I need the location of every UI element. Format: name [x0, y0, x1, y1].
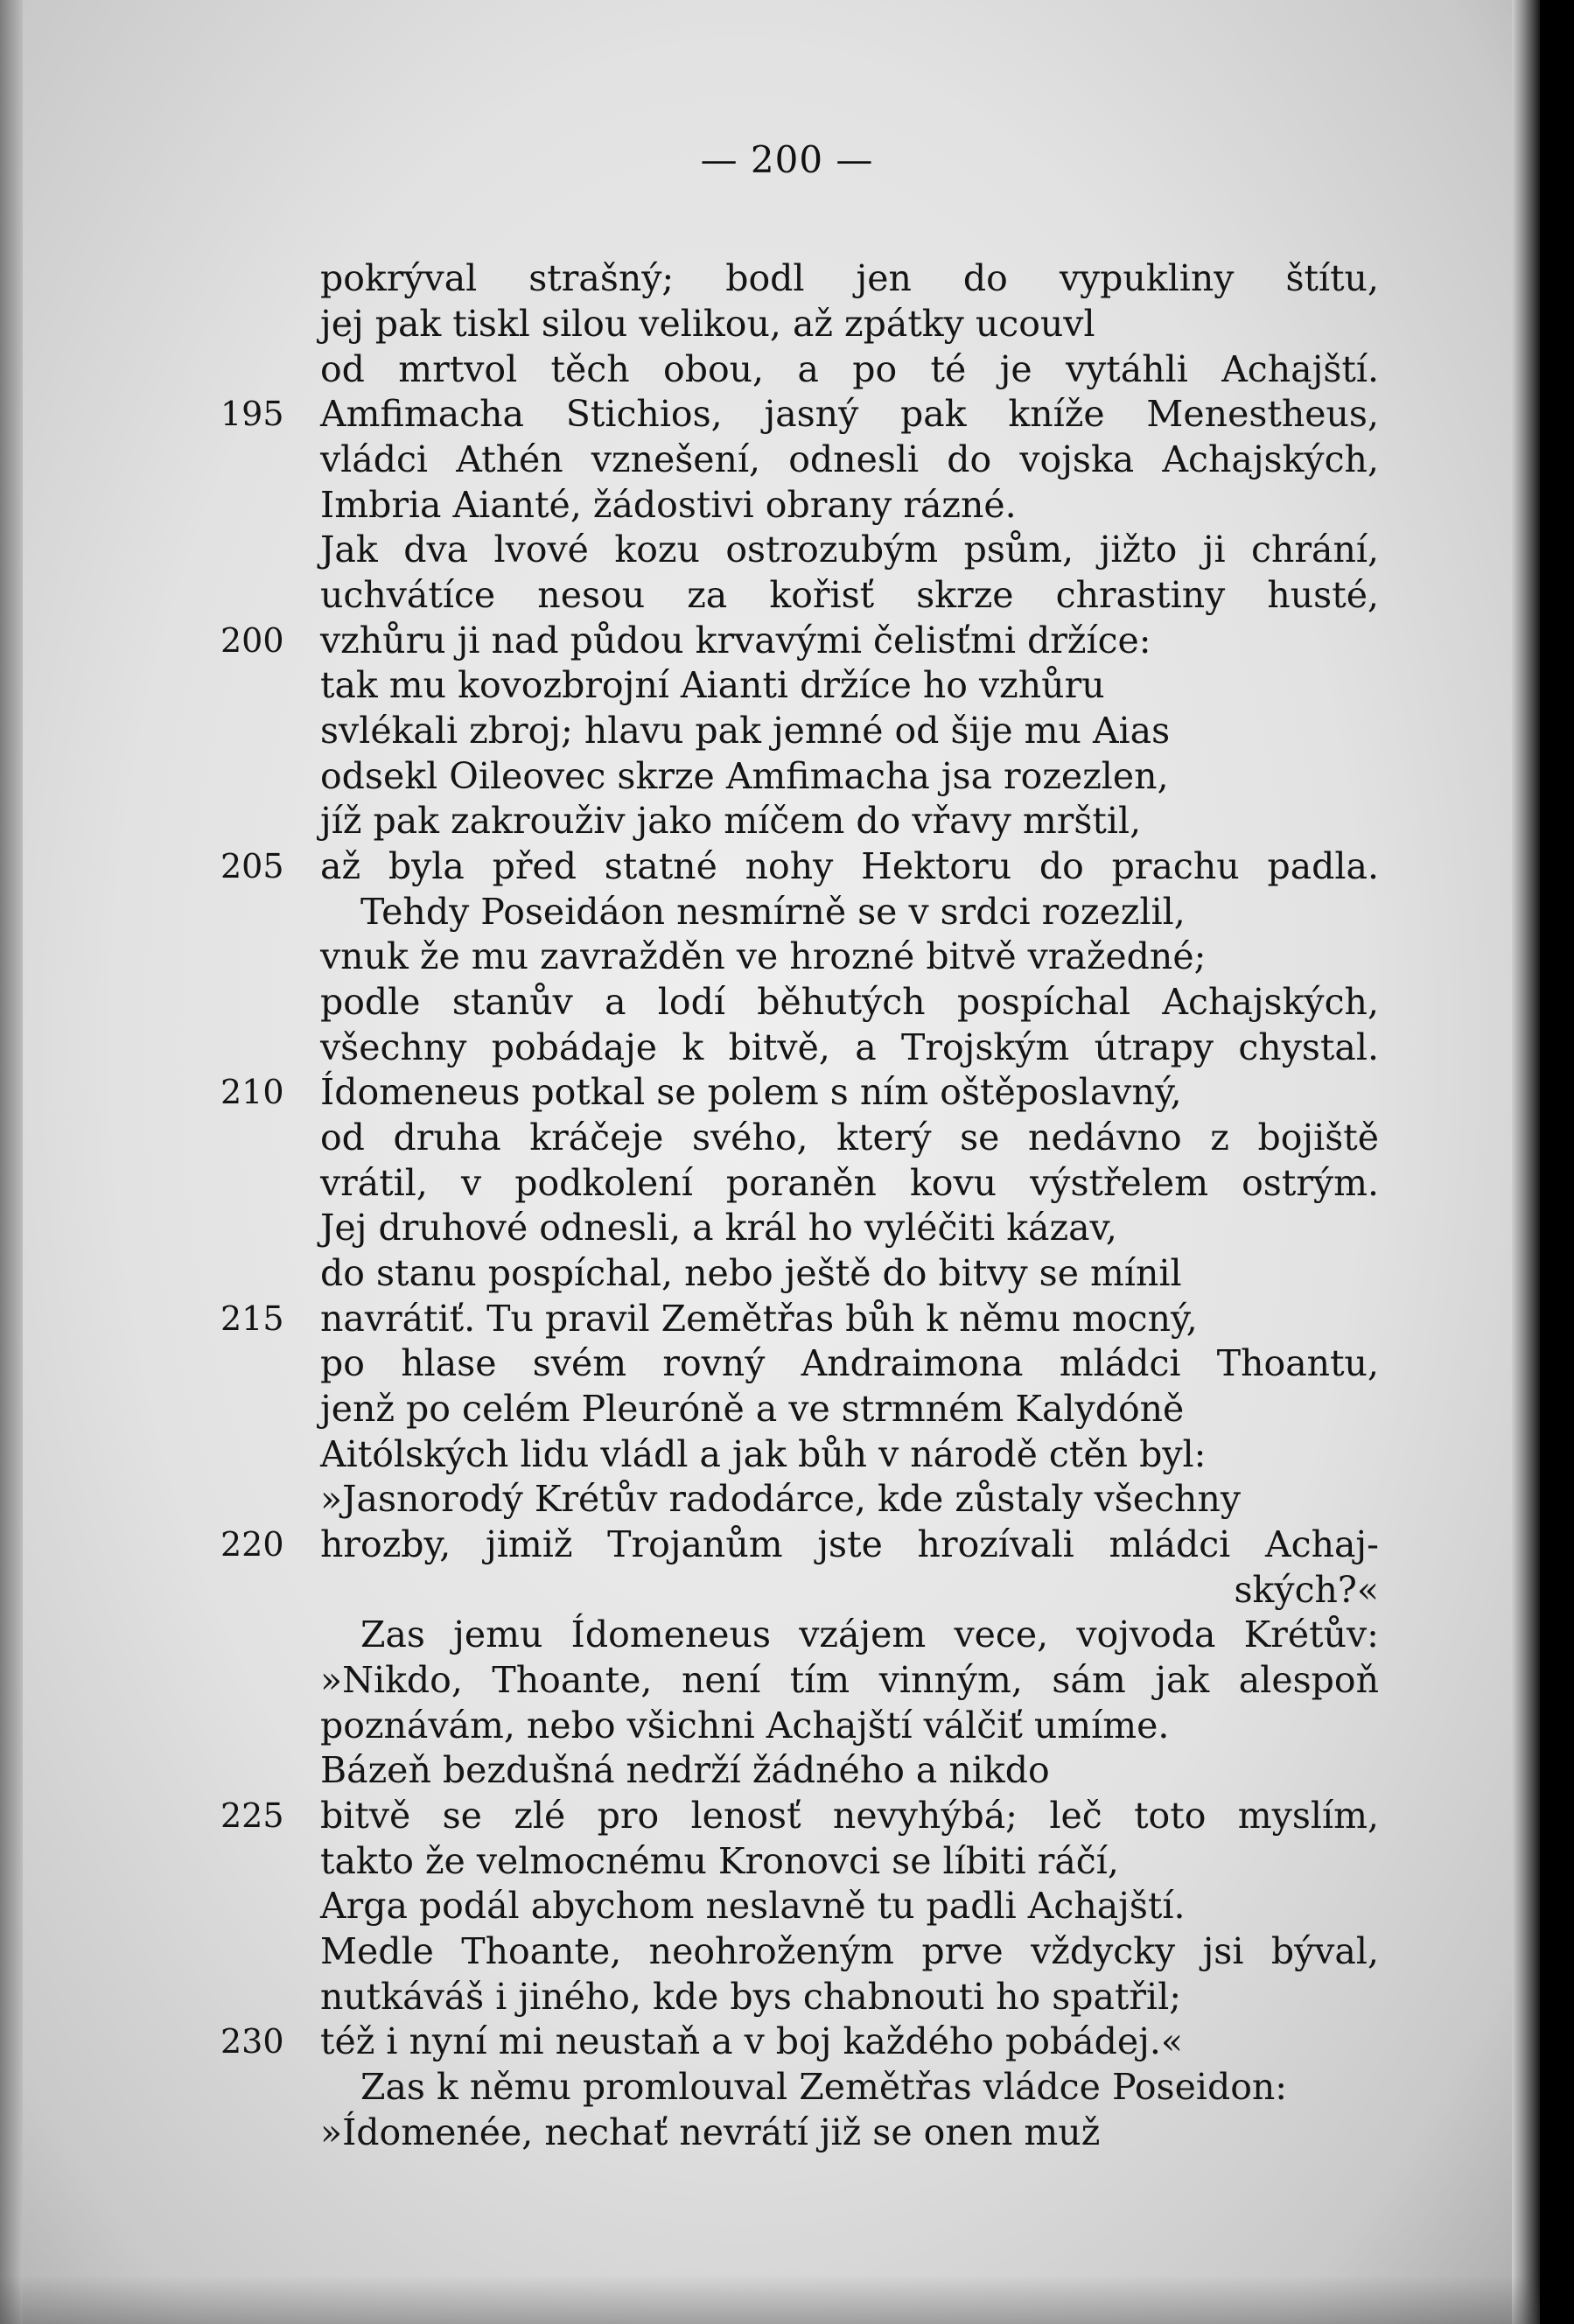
line-number: [220, 1883, 304, 1928]
line-number: [220, 934, 304, 979]
line-number: [220, 708, 304, 753]
verse-line: nutkáváš i jiného, kde bys chabnouti ho spatřil;: [320, 1976, 1182, 2018]
verse-line: bitvě se zlé pro lenosť nevyhýbá; leč toto myslím,: [320, 1795, 1379, 1837]
line-number: [220, 753, 304, 799]
line-number: [220, 1838, 304, 1884]
line-number: 225: [220, 1796, 284, 1835]
verse-line: vládci Athén vznešení, odnesli do vojska Achajských,: [320, 438, 1379, 480]
verse-line: »Nikdo, Thoante, není tím vinným, sám jak alespoň: [320, 1659, 1379, 1701]
verse-line: uchvátíce nesou za kořisť skrze chrastiny husté,: [320, 574, 1379, 616]
line-number: [220, 1974, 304, 2020]
line-number: 215: [220, 1299, 284, 1338]
verse-line: vnuk že mu zavražděn ve hrozné bitvě vražedné;: [320, 935, 1207, 977]
line-number: [220, 256, 304, 301]
verse-line: jíž pak zakrouživ jako míčem do vřavy mrštil,: [320, 800, 1142, 842]
page-number: — 200 —: [700, 138, 874, 181]
verse-line: Jak dva lvové kozu ostrozubým psům, jižto ji chrání,: [320, 528, 1379, 570]
line-number: [220, 1160, 304, 1206]
verse-line: Imbria Aianté, žádostivi obrany rázné.: [320, 484, 1017, 526]
verse-line: Zas jemu Ídomeneus vzájem vece, vojvoda Krétův:: [360, 1614, 1379, 1656]
verse-line: Zas k němu promlouval Zemětřas vládce Poseidon:: [360, 2066, 1288, 2108]
verse-line: do stanu pospíchal, nebo ještě do bitvy se mínil: [320, 1252, 1182, 1294]
line-number: [220, 1250, 304, 1296]
verse-line: od mrtvol těch obou, a po té je vytáhli Achajští.: [320, 348, 1379, 390]
verse-line: vrátil, v podkolení poraněn kovu výstřelem ostrým.: [320, 1162, 1379, 1204]
line-number: [220, 662, 304, 708]
line-number: [220, 1432, 304, 1477]
line-number: [220, 1340, 304, 1386]
verse-line: poznávám, nebo všichni Achajští válčiť umíme.: [320, 1704, 1170, 1746]
line-number: [220, 1115, 304, 1160]
line-number: 200: [220, 621, 284, 660]
line-number: [220, 1476, 304, 1522]
verse-line: podle stanův a lodí běhutých pospíchal Achajských,: [320, 981, 1379, 1023]
verse-line: svlékali zbroj; hlavu pak jemné od šije mu Aias: [320, 710, 1171, 752]
verse-line: též i nyní mi neustaň a v boj každého pobádej.«: [320, 2020, 1183, 2062]
verse-line: navrátiť. Tu pravil Zemětřas bůh k němu mocný,: [320, 1298, 1198, 1340]
line-number: [220, 1703, 304, 1748]
line-number: [220, 1386, 304, 1432]
verse-line: po hlase svém rovný Andraimona mládci Thoantu,: [320, 1342, 1379, 1384]
verse-line: Bázeň bezdušná nedrží žádného a nikdo: [320, 1749, 1050, 1791]
line-number: [220, 301, 304, 346]
line-number: [220, 1928, 304, 1974]
verse-line: Aitólských lidu vládl a jak bůh v národě ctěn byl:: [320, 1433, 1207, 1475]
verse-line: Amfimacha Stichios, jasný pak kníže Menestheus,: [320, 393, 1379, 435]
line-number: [220, 346, 304, 392]
verse-line: od druha kráčeje svého, který se nedávno z bojiště: [320, 1116, 1379, 1158]
line-number: [220, 2110, 304, 2155]
line-number: 195: [220, 395, 284, 433]
verse-line: »Jasnorodý Krétův radodárce, kde zůstaly všechny: [320, 1478, 1242, 1520]
line-number: [220, 1567, 304, 1613]
line-number: 220: [220, 1525, 284, 1564]
verse-line: »Ídomenée, nechať nevrátí již se onen muž: [320, 2111, 1101, 2153]
line-number: [220, 437, 304, 482]
line-number: [220, 889, 304, 934]
verse-line: Tehdy Poseidáon nesmírně se v srdci rozezlil,: [360, 891, 1186, 933]
line-number: 210: [220, 1073, 284, 1111]
line-number: [220, 482, 304, 528]
verse-line: Arga podál abychom neslavně tu padli Achajští.: [320, 1885, 1186, 1927]
verse-line: tak mu kovozbrojní Aianti držíce ho vzhůru: [320, 664, 1105, 706]
line-number: [220, 798, 304, 844]
verse-line: ských?«: [1234, 1569, 1379, 1611]
line-number: 205: [220, 847, 284, 886]
line-number: [220, 572, 304, 618]
verse-line: hrozby, jimiž Trojanům jste hrozívali mládci Achaj-: [320, 1523, 1379, 1565]
line-number: [220, 1205, 304, 1250]
line-number: [220, 527, 304, 572]
verse-line: až byla před statné nohy Hektoru do prachu padla.: [320, 845, 1379, 887]
verse-line: jej pak tiskl silou velikou, až zpátky ucouvl: [320, 303, 1095, 345]
line-number: [220, 1747, 304, 1793]
verse-line: vzhůru ji nad půdou krvavými čelisťmi držíce:: [320, 620, 1151, 662]
verse-line: pokrýval strašný; bodl jen do vypukliny štítu,: [320, 257, 1379, 299]
line-number: [220, 1657, 304, 1703]
verse-line: Ídomeneus potkal se polem s ním oštěposlavný,: [320, 1071, 1182, 1113]
verse-line: Medle Thoante, neohroženým prve vždycky jsi býval,: [320, 1930, 1379, 1972]
verse-line: takto že velmocnému Kronovci se líbiti ráčí,: [320, 1840, 1119, 1882]
line-number: [220, 2064, 304, 2110]
line-number: [220, 1612, 304, 1657]
verse-line: Jej druhové odnesli, a král ho vyléčiti kázav,: [320, 1207, 1117, 1249]
line-number: [220, 979, 304, 1025]
line-number: [220, 1025, 304, 1070]
verse-line: jenž po celém Pleuróně a ve strmném Kalydóně: [320, 1388, 1185, 1430]
verse-line: odsekl Oileovec skrze Amfimacha jsa rozezlen,: [320, 755, 1169, 797]
verse-line: všechny pobádaje k bitvě, a Trojským útrapy chystal.: [320, 1026, 1379, 1068]
line-number: 230: [220, 2022, 284, 2061]
